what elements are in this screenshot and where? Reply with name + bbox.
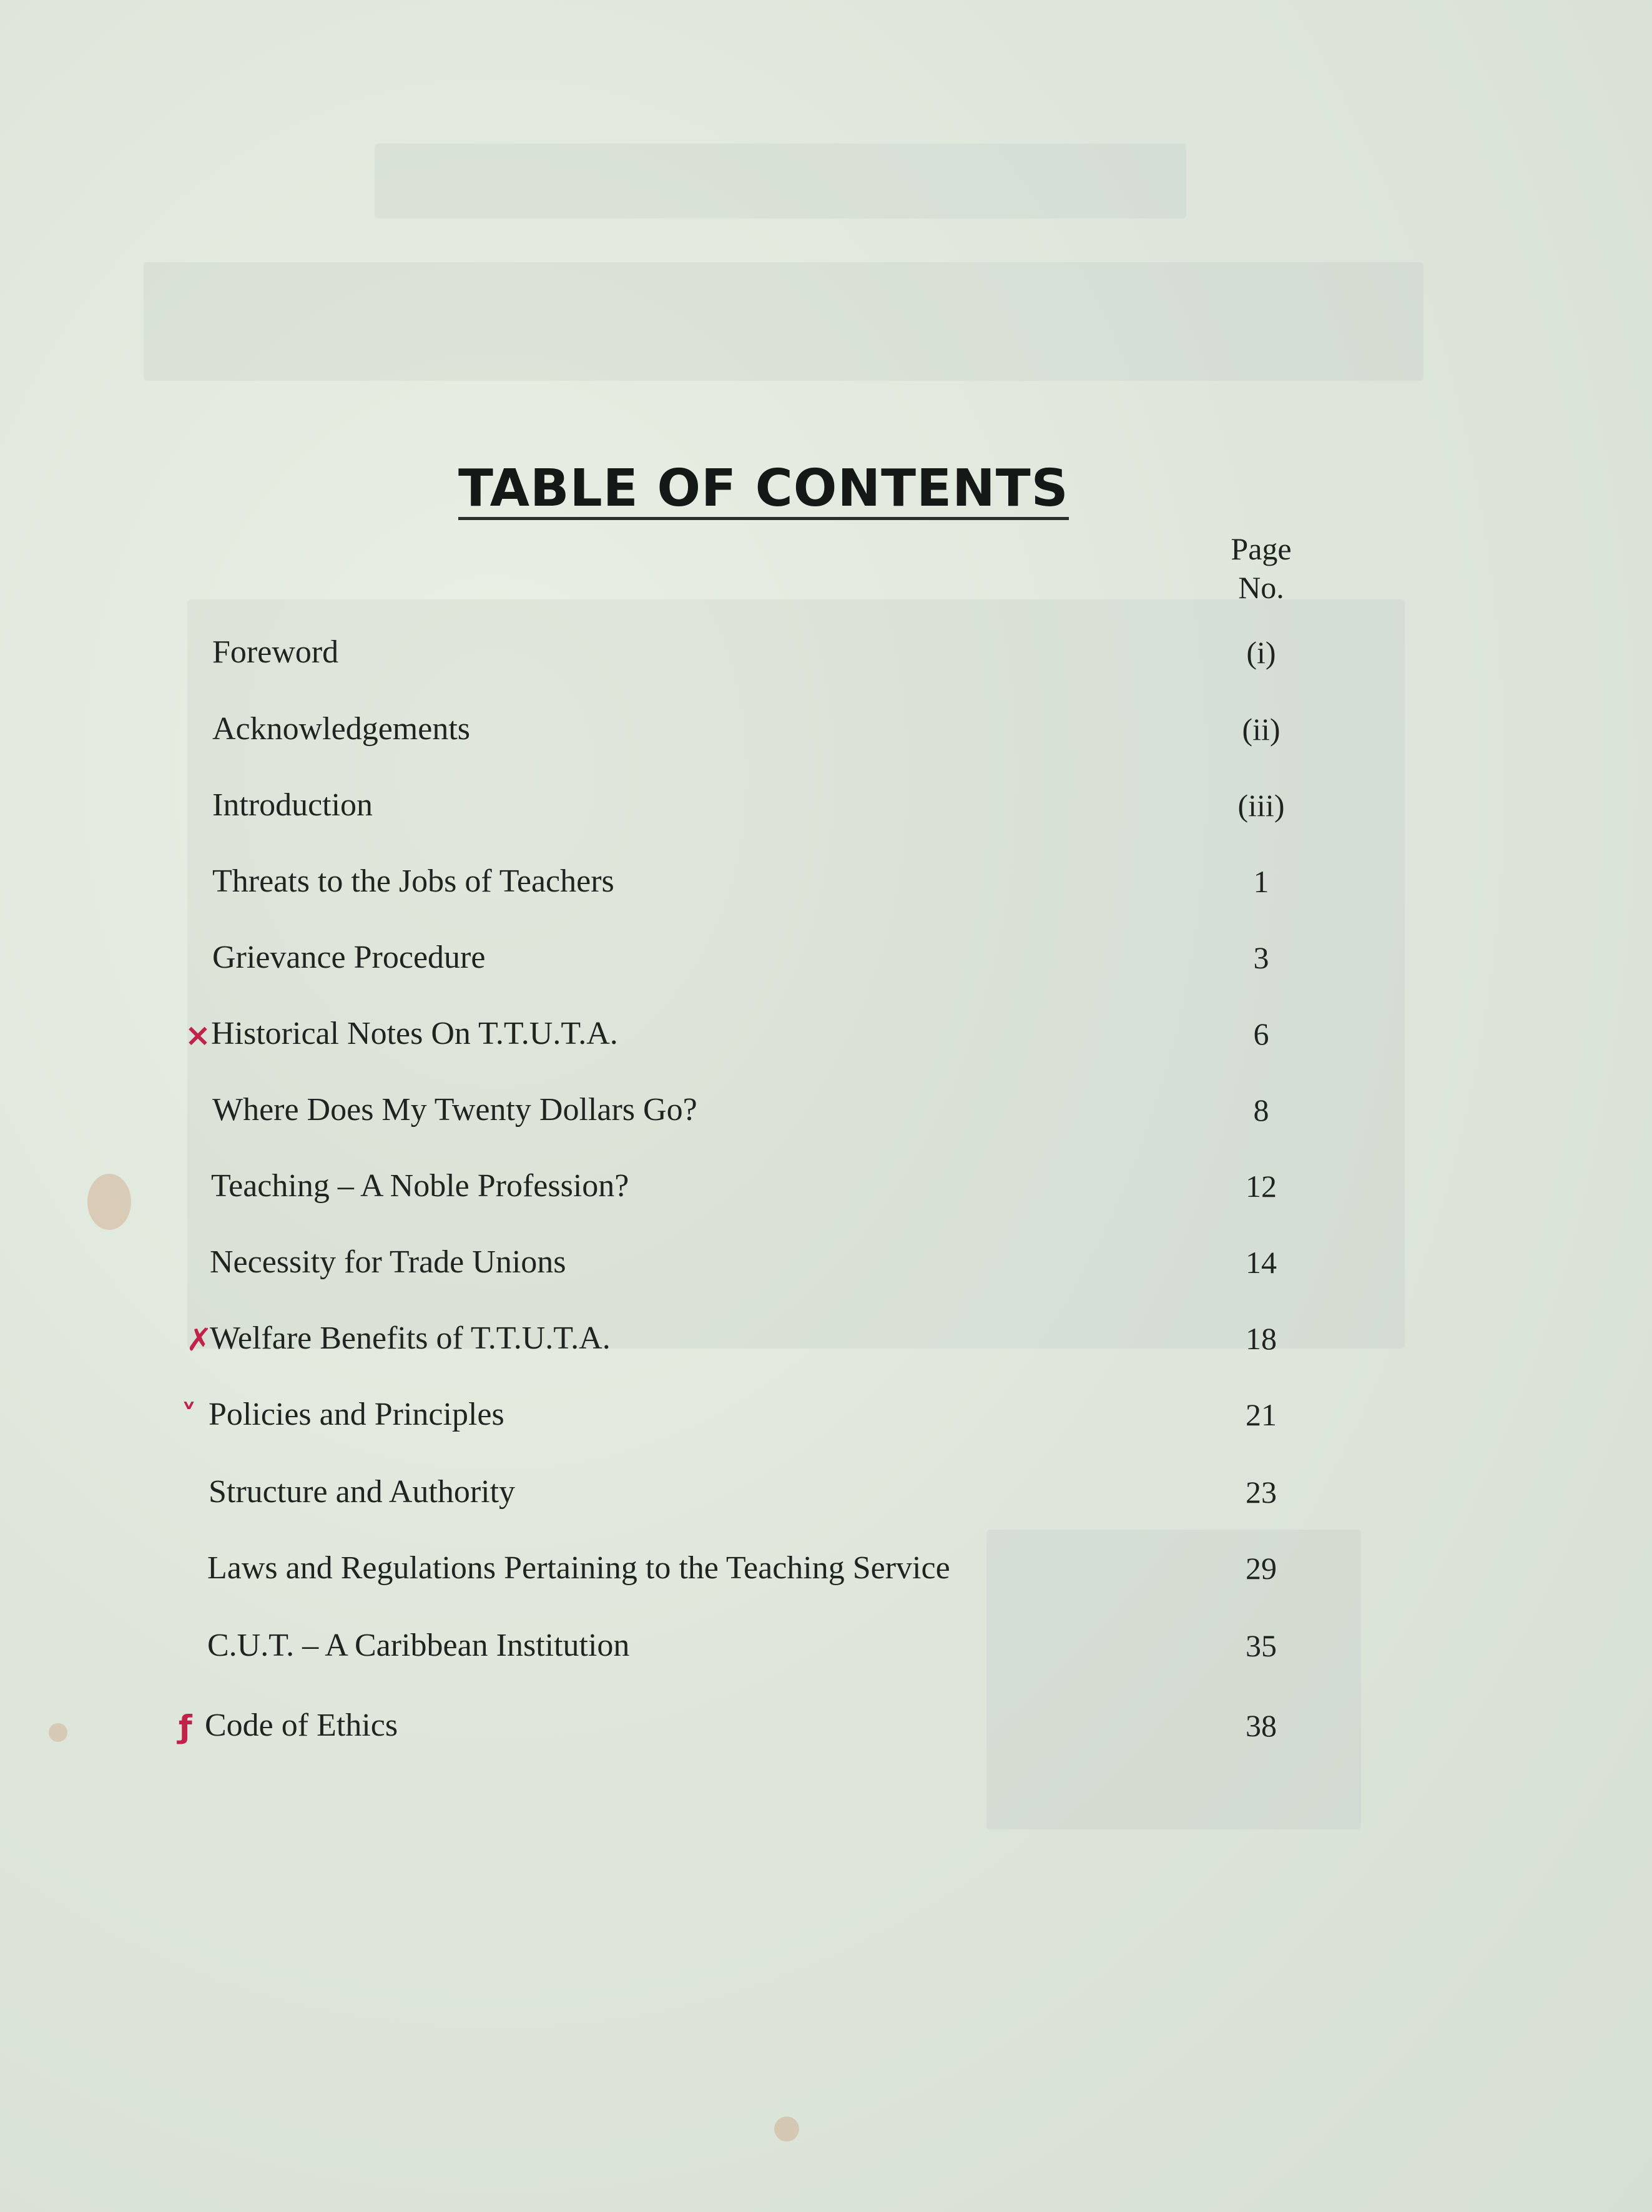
- toc-entry-page: 8: [1253, 1093, 1269, 1128]
- toc-entry-foreword: [0, 631, 1652, 674]
- toc-entry-page: 38: [1246, 1708, 1277, 1743]
- toc-entry-trade-unions: [0, 1241, 1652, 1284]
- toc-entry-title: Code of Ethics: [205, 1708, 398, 1743]
- toc-entry-page: 18: [1246, 1321, 1277, 1356]
- pen-check-mark-icon: ✗: [186, 1322, 212, 1358]
- toc-entry-page: 29: [1246, 1551, 1277, 1586]
- toc-entry-title: Grievance Procedure: [212, 940, 486, 975]
- toc-entry-title: Acknowledgements: [212, 711, 471, 747]
- toc-entry-twenty-dollars: [0, 1088, 1652, 1132]
- pen-check-mark-icon: ƒ: [179, 1709, 192, 1745]
- toc-entry-page: 12: [1246, 1169, 1277, 1204]
- toc-entry-grievance: [0, 936, 1652, 980]
- toc-entry-title: Teaching – A Noble Profession?: [211, 1168, 629, 1204]
- page-title: TABLE OF CONTENTS: [458, 462, 1069, 520]
- toc-entry-page: 1: [1253, 864, 1269, 899]
- toc-entry-page: 3: [1253, 940, 1269, 975]
- toc-entry-code-of-ethics: [0, 1704, 1652, 1747]
- toc-entry-title: Structure and Authority: [209, 1474, 516, 1510]
- toc-entry-page: 6: [1253, 1016, 1269, 1051]
- toc-entry-page: (i): [1246, 635, 1276, 670]
- toc-entry-page: 21: [1246, 1397, 1277, 1432]
- page-header-line-1: Page: [1231, 531, 1292, 566]
- toc-entry-acknowledgements: [0, 707, 1652, 751]
- toc-entry-welfare-benefits: [0, 1317, 1652, 1360]
- toc-entry-title: Threats to the Jobs of Teachers: [212, 863, 614, 899]
- toc-entry-structure: [0, 1470, 1652, 1514]
- toc-entry-title: Laws and Regulations Pertaining to the Teaching Service: [207, 1550, 950, 1586]
- toc-entry-title: Historical Notes On T.T.U.T.A.: [211, 1016, 618, 1051]
- toc-entry-page: (ii): [1242, 712, 1281, 747]
- page-header-line-2: No.: [1238, 570, 1284, 605]
- toc-entry-introduction: [0, 784, 1652, 827]
- toc-entry-laws-regulations: [0, 1546, 1652, 1590]
- toc-entry-title: Foreword: [212, 634, 339, 670]
- toc-entry-threats: [0, 860, 1652, 903]
- toc-entry-title: C.U.T. – A Caribbean Institution: [207, 1628, 630, 1663]
- toc-entry-title: Introduction: [212, 787, 373, 823]
- toc-entry-title: Policies and Principles: [209, 1397, 504, 1432]
- toc-entry-title: Where Does My Twenty Dollars Go?: [212, 1092, 697, 1128]
- toc-entry-policies: [0, 1393, 1652, 1437]
- pen-check-mark-icon: ×: [185, 1017, 211, 1053]
- toc-entry-cut: [0, 1624, 1652, 1668]
- toc-entry-title: Welfare Benefits of T.T.U.T.A.: [210, 1320, 611, 1356]
- toc-entry-page: 23: [1246, 1475, 1277, 1510]
- toc-entry-historical-notes: [0, 1012, 1652, 1056]
- toc-entry-noble-profession: [0, 1164, 1652, 1208]
- toc-entry-page: 14: [1246, 1245, 1277, 1280]
- toc-entry-title: Necessity for Trade Unions: [210, 1244, 566, 1280]
- toc-entry-page: 35: [1246, 1628, 1277, 1663]
- pen-check-mark-icon: ˅: [181, 1398, 197, 1434]
- toc-entry-page: (iii): [1237, 788, 1285, 823]
